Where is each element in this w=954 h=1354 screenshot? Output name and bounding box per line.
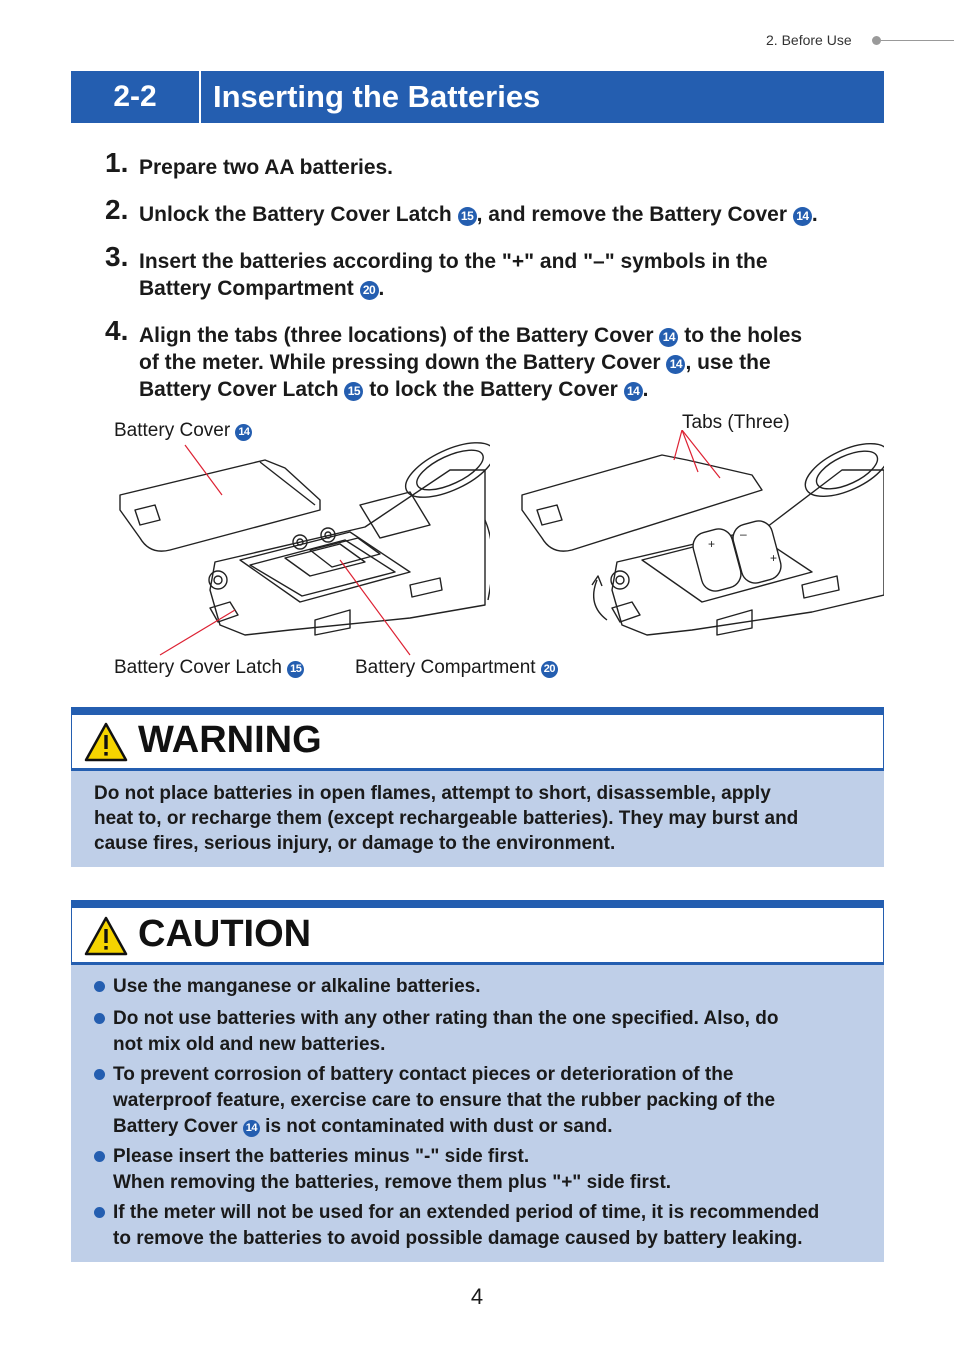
ref-badge: 14 <box>659 328 678 347</box>
label-battery-cover: Battery Cover 14 <box>114 420 252 442</box>
header-dot <box>872 36 881 45</box>
ref-badge: 15 <box>344 382 363 401</box>
ref-badge: 15 <box>287 661 304 678</box>
svg-text:+: + <box>770 551 778 565</box>
step-number: 2. <box>105 194 129 225</box>
warning-title: WARNING <box>138 719 322 761</box>
section-title: Inserting the Batteries <box>213 79 541 114</box>
label-battery-compartment: Battery Compartment 20 <box>355 657 558 679</box>
caution-triangle-icon <box>84 916 128 956</box>
ref-badge: 14 <box>793 207 812 226</box>
svg-text:–: – <box>740 527 747 541</box>
warning-triangle-icon <box>84 722 128 762</box>
step-number: 4. <box>105 315 129 346</box>
ref-badge: 14 <box>243 1120 260 1137</box>
step-number: 1. <box>105 147 129 178</box>
battery-cover-installing-illustration <box>512 430 884 660</box>
ref-badge: 20 <box>360 281 379 300</box>
warning-text: Do not place batteries in open flames, attempt to short, disassemble, apply heat to, or recharge them (except rechargeable batteries). They may burst and cause fires, serious injury, or damage to the environment. <box>94 783 799 854</box>
battery-cover-removed-illustration <box>110 430 490 660</box>
ref-badge: 14 <box>624 382 643 401</box>
section-number: 2-2 <box>113 80 157 113</box>
page-number: 4 <box>470 1284 484 1309</box>
label-battery-cover-latch: Battery Cover Latch 15 <box>114 657 304 679</box>
step-text: Unlock the Battery Cover Latch 15 , and remove the Battery Cover 14 . <box>139 203 818 226</box>
chapter-header: 2. Before Use <box>766 32 852 48</box>
step-text: Insert the batteries according to the "+" and "–" symbols in the Battery Compartment 20 . <box>139 250 768 300</box>
step-text: Prepare two AA batteries. <box>139 156 394 179</box>
warning-top-bar <box>71 707 884 715</box>
caution-title: CAUTION <box>138 913 312 955</box>
header-rule <box>881 40 954 41</box>
ref-badge: 14 <box>666 355 685 374</box>
label-tabs: Tabs (Three) <box>682 412 790 433</box>
caution-top-bar <box>71 900 884 908</box>
ref-badge: 14 <box>235 424 252 441</box>
ref-badge: 20 <box>541 661 558 678</box>
section-divider <box>199 71 201 123</box>
ref-badge: 15 <box>458 207 477 226</box>
step-number: 3. <box>105 241 129 272</box>
step-text: Align the tabs (three locations) of the Battery Cover 14 to the holes of the meter. While pressing down the Battery Cover 14 , use the Battery Cover Latch 15 to lock the Battery Cover 14 . <box>139 324 803 401</box>
svg-text:+: + <box>708 537 716 551</box>
